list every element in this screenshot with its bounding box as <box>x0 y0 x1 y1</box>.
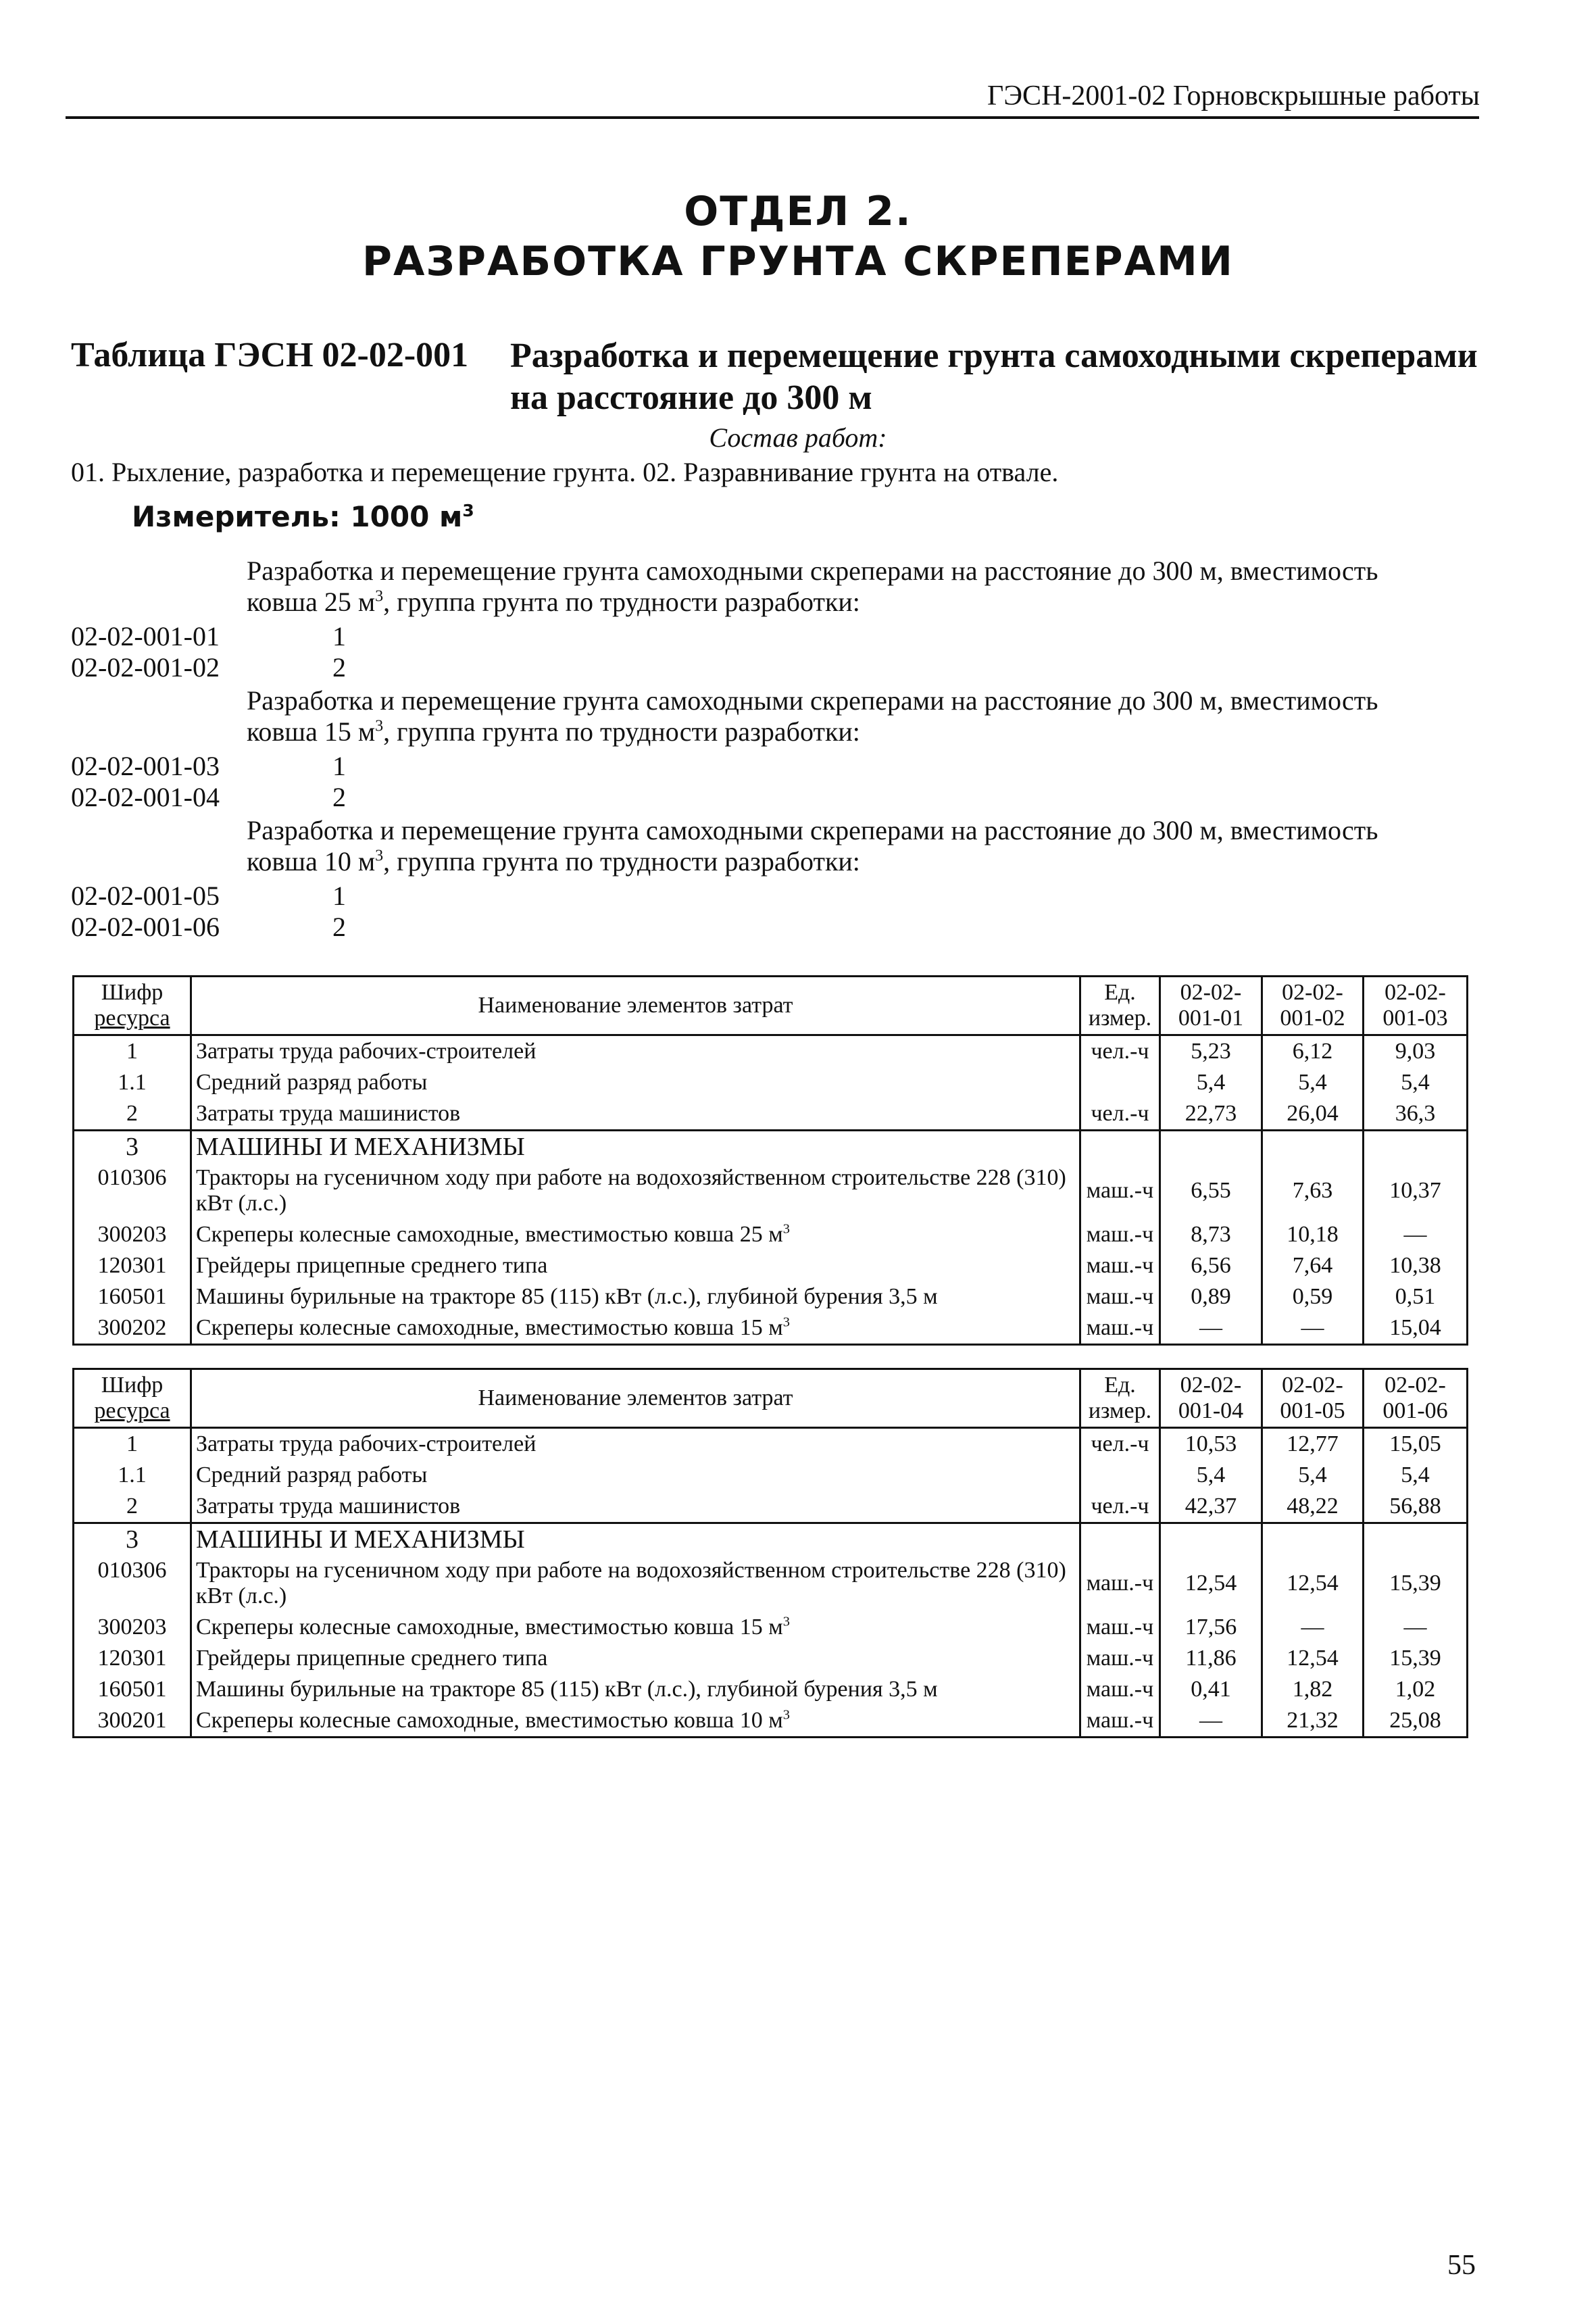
cost-element-name: Машины бурильные на тракторе 85 (115) кВт (л.с.), глубиной бурения 3,5 м <box>191 1674 1080 1705</box>
value-cell: 12,77 <box>1262 1428 1364 1460</box>
table-row <box>74 1281 1468 1312</box>
group-description-line2 <box>247 846 1378 877</box>
soil-group: 1 <box>332 881 346 911</box>
value-cell: 21,32 <box>1262 1705 1364 1738</box>
norm-code: 02-02-001-06 <box>71 912 220 942</box>
value-cell: 0,89 <box>1160 1281 1262 1312</box>
cost-element-name: Средний разряд работы <box>191 1460 1080 1491</box>
norm-code: 02-02-001-01 <box>71 621 220 651</box>
value-cell <box>1160 1131 1262 1163</box>
soil-group: 1 <box>332 751 346 781</box>
cost-element-name: Затраты труда рабочих-строителей <box>191 1428 1080 1460</box>
group-description-tail: , группа грунта по трудности разработки: <box>383 716 860 747</box>
value-cell: 15,04 <box>1364 1312 1468 1345</box>
header-cost-element: Наименование элементов затрат <box>191 977 1080 1035</box>
value-cell: 0,59 <box>1262 1281 1364 1312</box>
header-norm-col: 02-02- 001-03 <box>1364 977 1468 1035</box>
value-cell: 26,04 <box>1262 1098 1364 1131</box>
bucket-volume: ковша 10 м <box>247 846 376 877</box>
header-cost-element: Наименование элементов затрат <box>191 1369 1080 1428</box>
resource-code: 160501 <box>74 1281 191 1312</box>
unit-cell: маш.-ч <box>1080 1674 1160 1705</box>
measure-label: Измеритель: 1000 м <box>132 500 463 533</box>
header-norm-col: 02-02- 001-01 <box>1160 977 1262 1035</box>
cost-element-name: Затраты труда машинистов <box>191 1098 1080 1131</box>
resource-code: 300203 <box>74 1219 191 1250</box>
resource-code: 3 <box>74 1131 191 1163</box>
header-resource-code: Шифр ресурса <box>74 1369 191 1428</box>
running-header: ГЭСН-2001-02 Горновскрышные работы <box>987 80 1480 112</box>
cost-element-name: Грейдеры прицепные среднего типа <box>191 1643 1080 1674</box>
composition-text: 01. Рыхление, разработка и перемещение грунта. 02. Разравнивание грунта на отвале. <box>71 457 1059 487</box>
resource-code: 160501 <box>74 1674 191 1705</box>
section-heading: МАШИНЫ И МЕХАНИЗМЫ <box>191 1523 1080 1556</box>
cost-element-name: Скреперы колесные самоходные, вместимостью ковша 15 $м^3$ <box>191 1312 1080 1345</box>
resource-code: 1.1 <box>74 1460 191 1491</box>
soil-group: 1 <box>332 621 346 651</box>
group-description <box>247 556 1378 618</box>
cost-element-name: Средний разряд работы <box>191 1067 1080 1098</box>
group-description <box>247 815 1378 877</box>
header-norm-col: 02-02- 001-02 <box>1262 977 1364 1035</box>
header-norm-col: 02-02- 001-04 <box>1160 1369 1262 1428</box>
cost-element-name: Тракторы на гусеничном ходу при работе на водохозяйственном строительстве 228 (310) кВт (л.с.) <box>191 1162 1080 1219</box>
table-caption-line2: на расстояние до 300 м <box>510 378 872 417</box>
value-cell: 15,39 <box>1364 1643 1468 1674</box>
value-cell: 5,4 <box>1262 1460 1364 1491</box>
value-cell: 5,4 <box>1364 1460 1468 1491</box>
value-cell: 36,3 <box>1364 1098 1468 1131</box>
table-caption-line1: Разработка и перемещение грунта самоходными скреперами <box>510 337 1478 375</box>
table-row <box>74 1643 1468 1674</box>
table-row <box>74 1035 1468 1068</box>
cost-element-name: Скреперы колесные самоходные, вместимостью ковша 10 $м^3$ <box>191 1705 1080 1738</box>
resource-code: 1 <box>74 1428 191 1460</box>
value-cell: 5,4 <box>1262 1067 1364 1098</box>
value-cell: 25,08 <box>1364 1705 1468 1738</box>
unit-cell: маш.-ч <box>1080 1555 1160 1612</box>
table-row <box>74 1250 1468 1281</box>
table-row <box>74 1219 1468 1250</box>
resource-code: 3 <box>74 1523 191 1556</box>
composition-heading: Состав работ: <box>709 422 887 453</box>
group-description <box>247 685 1378 747</box>
norm-code: 02-02-001-05 <box>71 881 220 911</box>
measure-unit <box>132 500 474 533</box>
value-cell: 15,39 <box>1364 1555 1468 1612</box>
resource-code: 1.1 <box>74 1067 191 1098</box>
group-description-line2 <box>247 716 1378 747</box>
value-cell: — <box>1364 1612 1468 1643</box>
unit-cell: маш.-ч <box>1080 1312 1160 1345</box>
value-cell <box>1364 1131 1468 1163</box>
value-cell: 15,05 <box>1364 1428 1468 1460</box>
value-cell: — <box>1160 1705 1262 1738</box>
value-cell: 8,73 <box>1160 1219 1262 1250</box>
header-rule <box>66 116 1479 119</box>
group-description-line1: Разработка и перемещение грунта самоходными скреперами на расстояние до 300 м, вместимость <box>247 685 1378 716</box>
unit-cell: маш.-ч <box>1080 1250 1160 1281</box>
resource-code: 1 <box>74 1035 191 1068</box>
resource-table-1 <box>72 975 1468 1346</box>
bucket-volume: ковша 15 м <box>247 716 376 747</box>
value-cell: 17,56 <box>1160 1612 1262 1643</box>
header-norm-col: 02-02- 001-05 <box>1262 1369 1364 1428</box>
value-cell: 6,12 <box>1262 1035 1364 1068</box>
value-cell: 11,86 <box>1160 1643 1262 1674</box>
unit-cell: маш.-ч <box>1080 1281 1160 1312</box>
resource-code: 010306 <box>74 1162 191 1219</box>
table-row <box>74 1555 1468 1612</box>
norm-code: 02-02-001-02 <box>71 652 220 683</box>
soil-group: 2 <box>332 652 346 683</box>
value-cell: 5,4 <box>1160 1460 1262 1491</box>
resource-table-2 <box>72 1368 1468 1738</box>
value-cell: 10,38 <box>1364 1250 1468 1281</box>
value-cell <box>1364 1523 1468 1556</box>
table-caption <box>510 335 1478 419</box>
value-cell: 12,54 <box>1160 1555 1262 1612</box>
table-row-section <box>74 1131 1468 1163</box>
soil-group: 2 <box>332 912 346 942</box>
value-cell: 10,37 <box>1364 1162 1468 1219</box>
value-cell: 48,22 <box>1262 1491 1364 1523</box>
page-number: 55 <box>1447 2250 1476 2281</box>
value-cell: 5,4 <box>1160 1067 1262 1098</box>
value-cell: 7,64 <box>1262 1250 1364 1281</box>
unit-cell <box>1080 1067 1160 1098</box>
value-cell: 10,53 <box>1160 1428 1262 1460</box>
resource-code: 300201 <box>74 1705 191 1738</box>
value-cell: 5,23 <box>1160 1035 1262 1068</box>
norm-code: 02-02-001-03 <box>71 751 220 781</box>
section-heading: МАШИНЫ И МЕХАНИЗМЫ <box>191 1131 1080 1163</box>
value-cell <box>1262 1523 1364 1556</box>
value-cell: — <box>1160 1312 1262 1345</box>
table-row <box>74 1312 1468 1345</box>
unit-cell: маш.-ч <box>1080 1162 1160 1219</box>
group-description-line2 <box>247 587 1378 618</box>
bucket-volume-exponent: 3 <box>375 587 384 606</box>
table-row <box>74 1460 1468 1491</box>
group-description-line1: Разработка и перемещение грунта самоходными скреперами на расстояние до 300 м, вместимость <box>247 556 1378 586</box>
value-cell: 5,4 <box>1364 1067 1468 1098</box>
table-label: Таблица ГЭСН 02-02-001 <box>71 336 469 374</box>
table-row <box>74 1067 1468 1098</box>
table-header-row <box>74 1369 1468 1428</box>
cost-element-name: Тракторы на гусеничном ходу при работе на водохозяйственном строительстве 228 (310) кВт (л.с.) <box>191 1555 1080 1612</box>
resource-code: 300203 <box>74 1612 191 1643</box>
section-number: ОТДЕЛ 2. <box>684 188 912 235</box>
unit-cell: маш.-ч <box>1080 1612 1160 1643</box>
header-norm-col: 02-02- 001-06 <box>1364 1369 1468 1428</box>
value-cell: 12,54 <box>1262 1555 1364 1612</box>
value-cell: 1,02 <box>1364 1674 1468 1705</box>
bucket-volume: ковша 25 м <box>247 587 376 617</box>
value-cell: — <box>1262 1612 1364 1643</box>
value-cell: 6,55 <box>1160 1162 1262 1219</box>
unit-cell: чел.-ч <box>1080 1428 1160 1460</box>
table-row <box>74 1162 1468 1219</box>
value-cell: 6,56 <box>1160 1250 1262 1281</box>
value-cell: 9,03 <box>1364 1035 1468 1068</box>
value-cell: 7,63 <box>1262 1162 1364 1219</box>
unit-cell: маш.-ч <box>1080 1219 1160 1250</box>
table-row-section <box>74 1523 1468 1556</box>
unit-cell: чел.-ч <box>1080 1035 1160 1068</box>
value-cell: 12,54 <box>1262 1643 1364 1674</box>
cost-element-name: Скреперы колесные самоходные, вместимостью ковша 15 $м^3$ <box>191 1612 1080 1643</box>
bucket-volume-exponent: 3 <box>375 847 384 865</box>
group-description-line1: Разработка и перемещение грунта самоходными скреперами на расстояние до 300 м, вместимость <box>247 815 1378 845</box>
value-cell: 56,88 <box>1364 1491 1468 1523</box>
header-unit: Ед. измер. <box>1080 1369 1160 1428</box>
cost-element-name: Затраты труда рабочих-строителей <box>191 1035 1080 1068</box>
table-row <box>74 1428 1468 1460</box>
unit-cell <box>1080 1460 1160 1491</box>
cost-element-name: Машины бурильные на тракторе 85 (115) кВт (л.с.), глубиной бурения 3,5 м <box>191 1281 1080 1312</box>
resource-code: 300202 <box>74 1312 191 1345</box>
value-cell <box>1160 1523 1262 1556</box>
resource-code: 120301 <box>74 1643 191 1674</box>
header-resource-code: Шифр ресурса <box>74 977 191 1035</box>
value-cell: 0,51 <box>1364 1281 1468 1312</box>
group-description-tail: , группа грунта по трудности разработки: <box>383 846 860 877</box>
unit-cell: маш.-ч <box>1080 1705 1160 1738</box>
table-header-row <box>74 977 1468 1035</box>
table-row <box>74 1098 1468 1131</box>
resource-code: 120301 <box>74 1250 191 1281</box>
section-title: РАЗРАБОТКА ГРУНТА СКРЕПЕРАМИ <box>362 238 1234 285</box>
measure-exponent: 3 <box>462 501 474 520</box>
table-row <box>74 1612 1468 1643</box>
value-cell: 10,18 <box>1262 1219 1364 1250</box>
cost-element-name: Затраты труда машинистов <box>191 1491 1080 1523</box>
norm-code: 02-02-001-04 <box>71 782 220 812</box>
unit-cell: чел.-ч <box>1080 1098 1160 1131</box>
unit-cell <box>1080 1523 1160 1556</box>
cost-element-name: Грейдеры прицепные среднего типа <box>191 1250 1080 1281</box>
value-cell: 22,73 <box>1160 1098 1262 1131</box>
unit-cell <box>1080 1131 1160 1163</box>
group-description-tail: , группа грунта по трудности разработки: <box>383 587 860 617</box>
bucket-volume-exponent: 3 <box>375 717 384 735</box>
header-unit: Ед. измер. <box>1080 977 1160 1035</box>
resource-code: 2 <box>74 1098 191 1131</box>
value-cell: 0,41 <box>1160 1674 1262 1705</box>
table-row <box>74 1674 1468 1705</box>
unit-cell: маш.-ч <box>1080 1643 1160 1674</box>
value-cell: 42,37 <box>1160 1491 1262 1523</box>
soil-group: 2 <box>332 782 346 812</box>
value-cell <box>1262 1131 1364 1163</box>
table-row <box>74 1491 1468 1523</box>
value-cell: — <box>1364 1219 1468 1250</box>
resource-code: 010306 <box>74 1555 191 1612</box>
cost-element-name: Скреперы колесные самоходные, вместимостью ковша 25 $м^3$ <box>191 1219 1080 1250</box>
unit-cell: чел.-ч <box>1080 1491 1160 1523</box>
table-row <box>74 1705 1468 1738</box>
resource-code: 2 <box>74 1491 191 1523</box>
value-cell: 1,82 <box>1262 1674 1364 1705</box>
value-cell: — <box>1262 1312 1364 1345</box>
